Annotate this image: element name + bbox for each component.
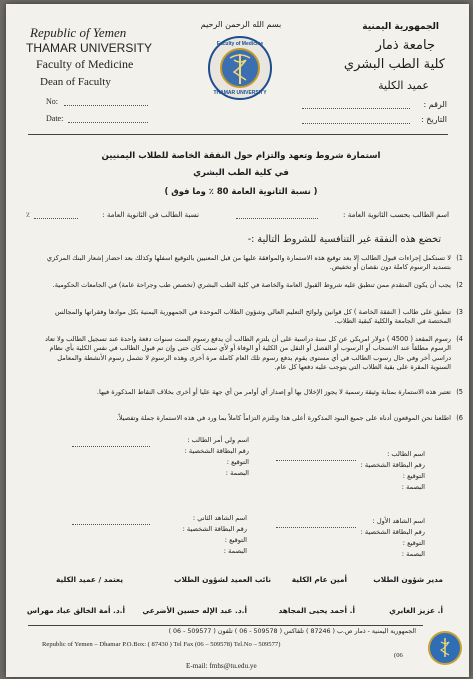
ref-field	[302, 108, 410, 109]
faculty-logo	[208, 36, 272, 100]
witness2-signature-block	[77, 514, 247, 555]
header-ar-dean: عميد الكلية	[378, 79, 429, 92]
condition-6-text: اطلعنا نحن الموقعون أدناه على جميع البنود المذكورة أعلى هذا ونلتزم التزاماً كاملاً بما ورد في هذه الاستمارة جملة وتفصيلاً.	[116, 414, 451, 422]
document-page	[6, 4, 469, 677]
form-title: استمارة شروط وتعهد والتزام حول النفقة الخاصة للطلاب اليمنيين	[101, 151, 381, 161]
caduceus-icon	[224, 50, 256, 86]
condition-5-number: 5)	[456, 388, 463, 396]
witness1-thumb-label: البصمة :	[401, 550, 425, 558]
student-name-sig-label: اسم الطالب :	[387, 450, 425, 458]
header-ar-university: جامعة ذمار	[375, 38, 435, 53]
witness1-signature-label: التوقيع :	[402, 539, 425, 547]
official-title-4: يعتمد / عميد الكلية	[55, 575, 123, 584]
witness2-signature-label: التوقيع :	[224, 536, 247, 544]
condition-5-text: تعتبر هذه الاستمارة بمثابة وثيقة رسمية لا يجوز الإخلال بها أو إصدار أي أوامر من أي جهة عليا أو أخرى بخلاف النقاط المذكورة فيها.	[96, 388, 451, 396]
witness2-name-label: اسم الشاهد الثاني :	[192, 514, 247, 522]
arabic-date-field	[302, 123, 410, 124]
witness2-thumb-label: البصمة :	[223, 547, 247, 555]
header-en-university: THAMAR UNIVERSITY	[26, 41, 153, 55]
witness1-sig-line[interactable]	[276, 527, 356, 528]
condition-6	[41, 414, 463, 423]
official-title-2: أمين عام الكلية	[291, 575, 347, 584]
witness1-name-label: اسم الشاهد الأول :	[372, 517, 425, 525]
student-id-label: رقم البطاقة الشخصية :	[360, 461, 425, 469]
student-percent-suffix: ٪	[26, 210, 30, 219]
witness2-id-label: رقم البطاقة الشخصية :	[182, 525, 247, 533]
guardian-sig-line[interactable]	[72, 446, 150, 447]
footer-english-address: Republic of Yemen – Dhamar P.O.Box: ( 87430 ) Tel Fax (06 – 509578) Tel.No – 509577)	[42, 641, 281, 648]
witness1-id-label: رقم البطاقة الشخصية :	[360, 528, 425, 536]
student-sig-line[interactable]	[276, 460, 356, 461]
official-name-2: أ. أحمد يحيى المجاهد	[278, 606, 355, 615]
official-title-3: نائب العميد لشؤون الطلاب	[174, 575, 271, 584]
student-signature-block	[255, 450, 425, 491]
condition-2	[41, 281, 463, 290]
date-field	[68, 122, 148, 123]
student-signature-label: التوقيع :	[402, 472, 425, 480]
conditions-heading: تخضع هذه النفقة غير التنافسية للشروط التالية :-	[247, 234, 441, 245]
witness1-signature-block	[255, 517, 425, 558]
header-en-republic: Republic of Yemen	[30, 25, 127, 40]
official-title-1: مدير شؤون الطلاب	[373, 575, 443, 584]
footer-arabic-address: الجمهورية اليمنية - ذمار ص.ب ( 87246 ) تلفاكس ( 509578 - 06 ) تلفون ( 509577 - 06 )	[168, 628, 416, 635]
official-name-4: أ.د. أمة الخالق عباد مهراس	[26, 606, 125, 615]
arabic-date-label: التاريخ :	[420, 115, 447, 124]
footer-divider	[28, 625, 423, 626]
header-ar-faculty: كلية الطب البشري	[343, 57, 445, 72]
condition-4	[41, 335, 463, 373]
student-name-field[interactable]	[236, 218, 318, 219]
condition-1	[41, 254, 463, 273]
form-percentage-note: ( نسبة الثانوية العامة 80 ٪ وما فوق )	[164, 186, 318, 196]
condition-6-number: 6)	[456, 414, 463, 422]
condition-4-text: رسوم المقعد ( 4500 ) دولار امريكي عن كل سنة دراسية على أن يلتزم الطالب أن يدفع رسوم الست سنوات دفعة واحدة عند تسجيل الطالب ولا تعاد الرسوم مطلقاً عند الانسحاب أو الرسوب أو الفصل أو النقل من الكلية أو الوفاة أو لأي سبب كان حتى وإن تم قبول الطالب في نفس الكلية بأي نظام دراسي آخر وفي حال رسوب الطالب في أي مستوى يقوم بدفع رسوم تلك العام كاملة مرة أخرى وهذه الرسوم لا تشمل رسوم الأنشطة والمعامل السنوية المقرة على بقية الطلاب التي يتوجب عليه دفعها كل عام.	[45, 335, 451, 372]
footer-english-address-tail: (06	[394, 652, 403, 659]
official-name-3: أ.د. عبد الإله حسين الأضرعي	[142, 606, 247, 615]
no-field	[64, 105, 148, 106]
condition-3-text: تنطبق على طالب ( النفقة الخاصة ) كل قوانين ولوائح التعليم العالي وشؤون الطلاب الموحدة في الجمهورية اليمنية بكل موادها وفقراتها والمجالس المختصة في الجامعة والكلية كبقية الطلاب.	[54, 308, 451, 326]
condition-4-number: 4)	[456, 335, 463, 343]
footer-badge-caduceus-icon	[436, 636, 454, 658]
header-divider	[28, 134, 448, 135]
guardian-thumb-label: البصمة :	[225, 469, 249, 477]
guardian-id-label: رقم البطاقة الشخصية :	[184, 447, 249, 455]
logo-top-text: Faculty of Medicine	[216, 41, 264, 47]
guardian-name-label: اسم ولي أمر الطالب :	[187, 436, 249, 444]
student-percent-label: نسبة الطالب في الثانوية العامة :	[102, 210, 199, 219]
official-name-1: أ. عزيز الغابري	[389, 606, 443, 615]
condition-2-number: 2)	[456, 281, 463, 289]
date-label: Date:	[46, 114, 64, 123]
student-thumb-label: البصمة :	[401, 483, 425, 491]
header-en-dean: Dean of Faculty	[40, 76, 111, 88]
condition-2-text: يجب أن يكون المتقدم ممن تنطبق عليه شروط القبول العامة والخاصة في كلية الطب البشري (تخصص طب وجراحة عامة) في الجامعات الحكومية.	[52, 281, 451, 289]
student-name-label: اسم الطالب بحسب الثانوية العامة :	[343, 210, 449, 219]
condition-1-text: لا تستكمل إجراءات قبول الطالب إلا بعد توقيع هذه الاستمارة والموافقة عليها من قبل المعنيين بالتوقيع اسفلها وكذلك بعد احضار إشعار البنك المركزي بتسديد الرسوم كاملة دون نقصان أو تخفيض.	[46, 254, 451, 272]
guardian-signature-block	[79, 436, 249, 477]
condition-3-number: 3)	[456, 308, 463, 316]
condition-1-number: 1)	[456, 254, 463, 262]
condition-5	[41, 388, 463, 397]
logo-bottom-text: THAMAR UNIVERSITY	[213, 90, 267, 96]
no-label: No:	[46, 97, 58, 106]
student-percent-field[interactable]	[34, 218, 78, 219]
footer-email[interactable]: E-mail: fmhs@tu.edu.ye	[186, 662, 257, 670]
basmala: بسم الله الرحمن الرحيم	[200, 20, 282, 29]
header-ar-republic: الجمهورية اليمنية	[362, 22, 439, 32]
header-en-faculty: Faculty of Medicine	[36, 57, 134, 71]
form-subtitle: في كلية الطب البشري	[193, 168, 289, 178]
witness2-sig-line[interactable]	[72, 524, 150, 525]
guardian-signature-label: التوقيع :	[226, 458, 249, 466]
ref-label: الرقم :	[423, 100, 447, 109]
condition-3	[41, 308, 463, 327]
